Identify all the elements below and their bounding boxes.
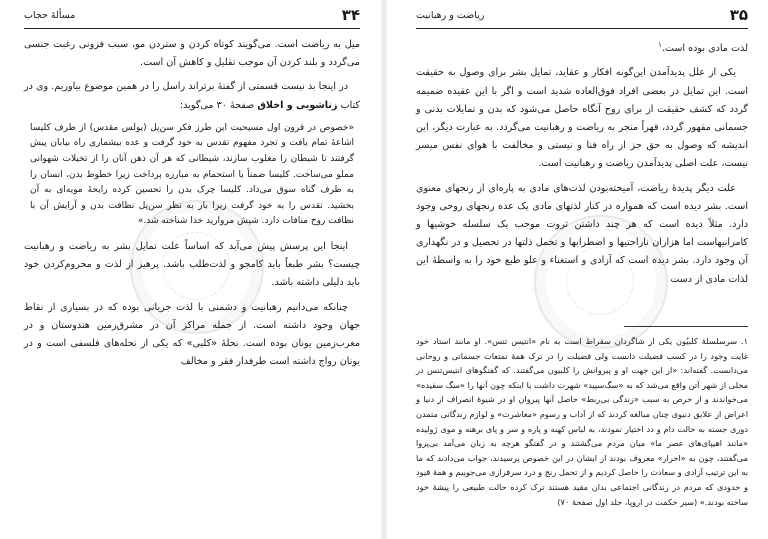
right-running-title: ریاضت و رهبانیت xyxy=(416,10,485,21)
footnote-marker: ۱ xyxy=(658,41,662,49)
left-page-header xyxy=(24,8,360,29)
footnote-separator xyxy=(624,326,748,327)
book-title-bold: زناشویی و اخلاق xyxy=(257,99,338,111)
left-intro-paragraph: میل به ریاضت است. می‌گویند کوتاه کردن و ستردن مو، سبب فزونی رغبت جنسی می‌گردد و بلند کردن آن موجب تقلیل و کاهش آن است. xyxy=(24,39,360,69)
right-page xyxy=(384,0,768,539)
right-paragraph-truth: یکی از علل پدیدآمدن این‌گونه افکار و عقاید، تمایل بشر برای وصول به حقیقت است. این تمایل در بعضی افراد فوق‌العاده شدید است و اگر با این عقیده ضمیمه گردد که کشف حقیقت از برای روح آنگاه حاصل می‌شود که بدن و تمایلات بدنی و جسمانی مقهور گردد، قهراً منجر به ریاضت و رهبانیت می‌گردد. به عبارت دیگر، این اندیشه که وصول به حق جز از راه فنا و نیستی و مخالفت با هوای نفس میسر نیست، علت اصلی پدیدآمدن ریاضت و رهبانیت است. xyxy=(416,67,748,170)
left-page-number: ۳۴ xyxy=(341,6,360,24)
left-paragraph-history: چنانکه می‌دانیم رهبانیت و دشمنی با لذت جریانی بوده که در بسیاری از نقاط جهان وجود داشته است. از جمله مراکز آن در مشرق‌زمین هندوستان و در مغرب‌زمین یونان بوده است. نحلهٔ «کلبی» که یکی از نحله‌های فلسفی است و در یونان رواج داشته است طرفدار فقر و مخالف xyxy=(24,301,360,368)
right-page-number: ۳۵ xyxy=(729,6,748,24)
russell-intro-text: در اینجا بد نیست قسمتی از گفتهٔ برتراند راسل را در همین موضوع بیاوریم. وی در کتاب xyxy=(24,81,360,111)
right-paragraph-pleasures: علت دیگر پدیدهٔ ریاضت، آمیخته‌بودن لذت‌های مادی به پاره‌ای از رنجهای معنوی است. بشر دیده است که همواره در کنار لذتهای مادی یک عده رنجهای روحی وجود دارد. مثلاً دیده است که هر چند داشتن ثروت موجب یک سلسله خوشیها و کامرانیهاست اما هزاران ناراحتیها و اضطرابها و تحمل ذلتها در تحصیل و در نگهداری آن وجود دارد. بشر دیده است که آزادی و استغناء و علو طبع خود را به واسطهٔ این لذات مادی از دست xyxy=(416,182,748,285)
russell-quote: «خصوص در قرون اول مسیحیت این طرز فکر سن‌پل (پولس مقدس) از طرف کلیسا اشاعهٔ تمام یافت و تجرد مفهوم تقدس به خود گرفت و عده بیشماری راه بیابان پیش گرفتند تا شیطان را مغلوب سازند، شیطانی که هر آن ذهن آنان را از تخیلات شهوانی مملو می‌ساخت. کلیسا ضمناً با استحمام به مبارزه پرداخت زیرا خطوط بدن، انسان را به طرف گناه سوق می‌داد. کلیسا چرک بدن را تحسین کرده رایحهٔ مویه‌ای به آن بخشید. تقدس را به خود گرفت زیرا باز به نظر سن‌پل نظافت بدن و آرایش آن با نظافت روح منافات دارد. شپش مروارید خدا شناخته شد.» xyxy=(30,122,354,227)
footnote-cynics: ۱. سرسلسلهٔ کلبیُون یکی از شاگردان سقراط است به نام «انتیس ‌تنس». او مانند استاد خود غایت وجود را در کسب فضیلت دانست ولی فضیلت را در ترک همهٔ تمتعات جسمانی و روحانی می‌دانست. گفته‌اند: «از این جهت او و پیروانش را کلبیون می‌گفتند. که گفتگوهای انتیس‌تنس در محلی از شهر آتن واقع می‌شد که به «سگ‌سپید» شهرت داشت یا اینکه چون آنها را «سگ سفیده» می‌خواندند و از حرص به سبب «زندگی بی‌ربط» حاصل آنها پیروان او در شیوهٔ انصراف از دنیا و اعراض از علایق دنیوی چنان مبالغه کردند که از آداب و رسوم «معاشرت» و لوازم زندگانی متمدن دوری جسته به حالت دام و دد اختیار نمودند، به لباس کهنه و پاره و سر و پای برهنه و موی ژولیده «مانند اهیپای‌های عصر ما» میان مردم می‌گشتند و در گفتگو هرچه به زبان می‌آمد بی‌پروا می‌گفتند، چون به «احرار» معروف بودند از ایشان در این خصوص پرسیدند، جواب می‌دادند که ما به این ترتیب آزادی و سعادت را حاصل کردیم و از تحمل رنج و درد سرفرازی می‌جوییم و همهٔ قیود و حدودی که مردم در زندگانی اجتماعی بدان مقید هستند ترک کرده حالت طبیعی را پیشهٔ خود ساخته بودند.» (سیر حکمت در اروپا، جلد اول صفحهٔ ۷۰) xyxy=(416,336,748,507)
right-paragraph-1-text: لذت مادی بوده است. xyxy=(661,43,748,55)
right-page-body xyxy=(416,36,748,295)
right-page-header xyxy=(416,8,748,29)
left-running-title: مسألهٔ حجاب xyxy=(24,10,76,21)
right-paragraph-1 xyxy=(416,36,748,58)
russell-intro-tail: صفحهٔ ۳۰ می‌گوید: xyxy=(179,99,258,111)
left-page-body xyxy=(24,36,360,377)
left-paragraph-question: اینجا این پرسش پیش می‌آید که اساساً علت تمایل بشر به ریاضت و رهبانیت چیست؟ بشر طبعاً باید کامجو و لذت‌طلب باشد. پرهیز از لذت و محروم‌کردن خود باید دلیلی داشته باشد. xyxy=(24,240,360,289)
left-paragraph-russell-intro xyxy=(24,78,360,114)
